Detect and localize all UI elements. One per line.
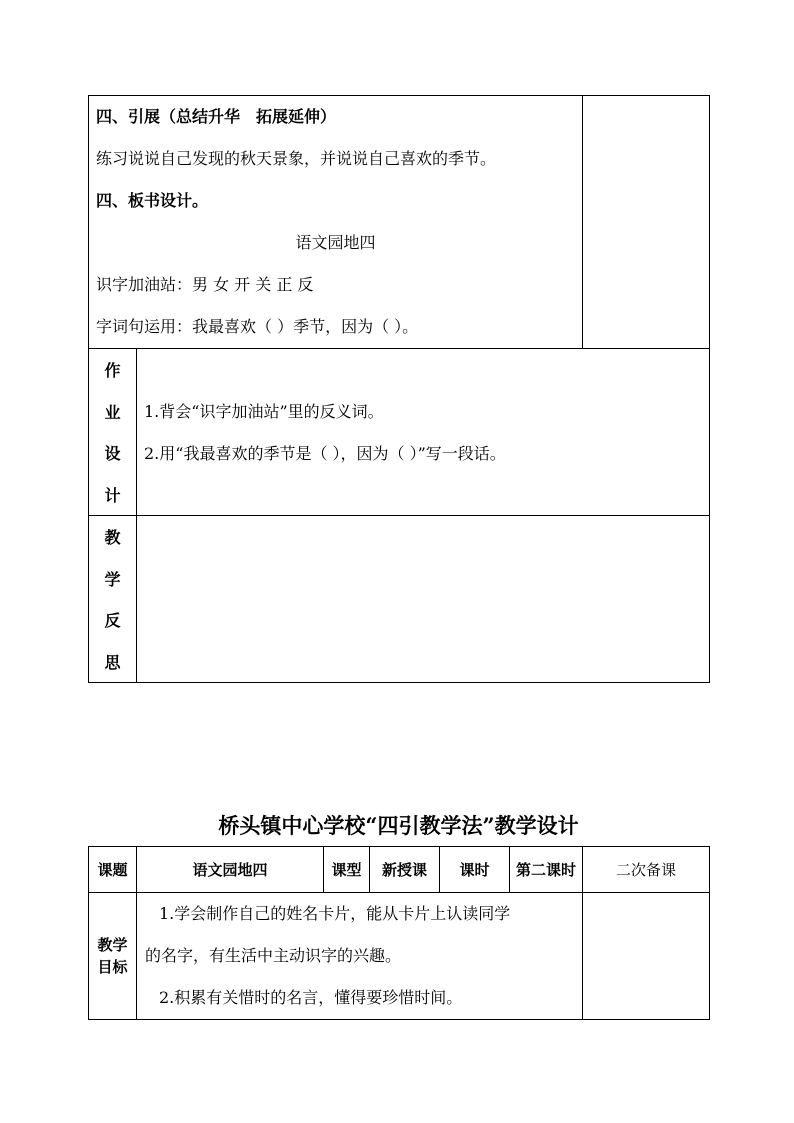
board-line-sentence: 字词句运用：我最喜欢（ ）季节，因为（ ）。: [96, 317, 419, 336]
goal-line: 的名字，有生活中主动识字的兴趣。: [145, 946, 402, 965]
goals-content: [137, 893, 583, 1020]
homework-label-char: 设: [104, 444, 121, 464]
type-label: 课型: [324, 847, 370, 893]
homework-label: [89, 349, 137, 516]
reflection-label: [89, 516, 137, 683]
goal-line: 1.学会制作自己的姓名卡片，能从卡片上认读同学: [159, 904, 511, 923]
homework-item: 2.用“我最喜欢的季节是（ ），因为（ ）”写一段话。: [144, 444, 506, 463]
section-heading-board: 四、板书设计。: [96, 191, 209, 210]
procedure-cell: [89, 96, 583, 349]
practice-line: 练习说说自己发现的秋天景象，并说说自己喜欢的季节。: [96, 149, 497, 168]
goals-label: [89, 893, 137, 1020]
lesson-plan-title: 桥头镇中心学校“四引教学法”教学设计: [218, 813, 579, 838]
goals-label-line: 目标: [97, 958, 128, 976]
topic-value: 语文园地四: [137, 847, 324, 893]
lesson-plan-table: [88, 846, 710, 1020]
second-prep-cell-top: [583, 96, 710, 349]
type-value: 新授课: [370, 847, 440, 893]
reflection-label-char: 反: [104, 611, 121, 631]
period-value: 第二课时: [510, 847, 583, 893]
period-label: 课时: [440, 847, 510, 893]
board-line-literacy: 识字加油站：男 女 开 关 正 反: [96, 275, 314, 294]
top-table: [88, 95, 710, 683]
homework-item: 1.背会“识字加油站”里的反义词。: [144, 402, 384, 421]
goal-line: 2.积累有关惜时的名言，懂得要珍惜时间。: [159, 988, 463, 1007]
reflection-label-char: 学: [104, 569, 121, 589]
homework-label-char: 作: [104, 361, 121, 381]
goals-label-line: 教学: [97, 936, 128, 954]
reflection-label-char: 教: [104, 528, 121, 548]
board-title: 语文园地四: [295, 233, 376, 252]
topic-label: 课题: [89, 847, 137, 893]
homework-label-char: 业: [104, 402, 121, 422]
reflection-content: [137, 516, 710, 683]
second-prep-label: 二次备课: [583, 847, 710, 893]
section-heading-extension: 四、引展（总结升华 拓展延伸）: [96, 107, 337, 126]
homework-label-char: 计: [104, 485, 121, 505]
second-prep-cell-bottom: [583, 893, 710, 1020]
reflection-label-char: 思: [104, 652, 121, 672]
homework-content: [137, 349, 710, 516]
